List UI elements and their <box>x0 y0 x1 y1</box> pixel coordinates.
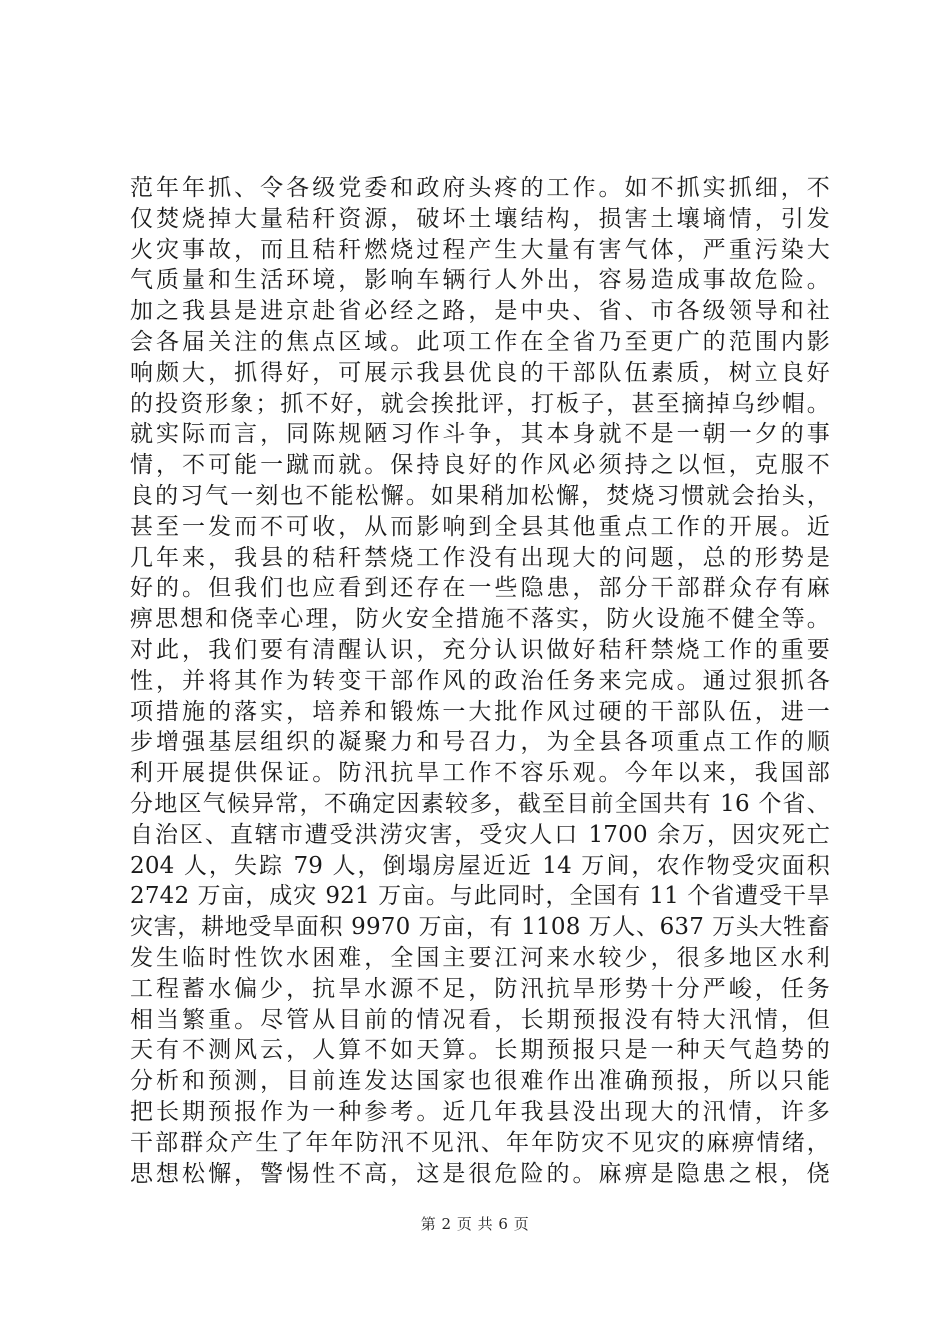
text-line: 的投资形象；抓不好，就会挨批评，打板子，甚至摘掉乌纱帽。 <box>130 390 830 417</box>
text-line: 痹思想和侥幸心理，防火安全措施不落实，防火设施不健全等。 <box>130 606 830 633</box>
text-line: 会各届关注的焦点区域。此项工作在全省乃至更广的范围内影 <box>130 328 830 355</box>
text-line: 火灾事故，而且秸秆燃烧过程产生大量有害气体，严重污染大 <box>130 236 830 263</box>
text-line: 对此，我们要有清醒认识，充分认识做好秸秆禁烧工作的重要 <box>130 636 830 663</box>
text-line: 自治区、直辖市遭受洪涝灾害，受灾人口 1700 余万，因灾死亡 <box>130 821 830 848</box>
text-line: 几年来，我县的秸秆禁烧工作没有出现大的问题，总的形势是 <box>130 544 830 571</box>
text-line: 利开展提供保证。防汛抗旱工作不容乐观。今年以来，我国部 <box>130 760 830 787</box>
text-line: 响颇大，抓得好，可展示我县优良的干部队伍素质，树立良好 <box>130 359 830 386</box>
page-number-footer: 第 2 页 共 6 页 <box>420 1215 530 1233</box>
text-line: 良的习气一刻也不能松懈。如果稍加松懈，焚烧习惯就会抬头， <box>130 482 830 509</box>
text-line: 甚至一发而不可收，从而影响到全县其他重点工作的开展。近 <box>130 513 830 540</box>
text-line: 工程蓄水偏少，抗旱水源不足，防汛抗旱形势十分严峻，任务 <box>130 975 830 1002</box>
text-line: 分析和预测，目前连发达国家也很难作出准确预报，所以只能 <box>130 1068 830 1095</box>
text-line: 灾害，耕地受旱面积 9970 万亩，有 1108 万人、637 万头大牲畜 <box>130 914 830 941</box>
text-line: 加之我县是进京赴省必经之路，是中央、省、市各级领导和社 <box>130 298 830 325</box>
text-line: 思想松懈，警惕性不高，这是很危险的。麻痹是隐患之根，侥 <box>130 1160 830 1187</box>
text-line: 把长期预报作为一种参考。近几年我县没出现大的汛情，许多 <box>130 1098 830 1125</box>
text-line: 仅焚烧掉大量秸秆资源，破坏土壤结构，损害土壤墒情，引发 <box>130 205 830 232</box>
text-line: 气质量和生活环境，影响车辆行人外出，容易造成事故危险。 <box>130 267 830 294</box>
text-line: 相当繁重。尽管从目前的情况看，长期预报没有特大汛情，但 <box>130 1006 830 1033</box>
text-line: 好的。但我们也应看到还存在一些隐患，部分干部群众存有麻 <box>130 575 830 602</box>
text-line: 干部群众产生了年年防汛不见汛、年年防灾不见灾的麻痹情绪， <box>130 1129 830 1156</box>
text-line: 2742 万亩，成灾 921 万亩。与此同时，全国有 11 个省遭受干旱 <box>130 883 830 910</box>
text-line: 步增强基层组织的凝聚力和号召力，为全县各项重点工作的顺 <box>130 729 830 756</box>
text-line: 发生临时性饮水困难，全国主要江河来水较少，很多地区水利 <box>130 944 830 971</box>
text-line: 就实际而言，同陈规陋习作斗争，其本身就不是一朝一夕的事 <box>130 421 830 448</box>
text-line: 天有不测风云，人算不如天算。长期预报只是一种天气趋势的 <box>130 1037 830 1064</box>
text-line: 分地区气候异常，不确定因素较多，截至目前全国共有 16 个省、 <box>130 790 830 817</box>
text-line: 范年年抓、令各级党委和政府头疼的工作。如不抓实抓细，不 <box>130 175 830 201</box>
body-paragraph <box>130 173 830 1189</box>
text-line: 项措施的落实，培养和锻炼一大批作风过硬的干部队伍，进一 <box>130 698 830 725</box>
text-line: 性，并将其作为转变干部作风的政治任务来完成。通过狠抓各 <box>130 667 830 694</box>
text-line: 204 人，失踪 79 人，倒塌房屋近近 14 万间，农作物受灾面积 <box>130 852 830 879</box>
text-line: 情，不可能一蹴而就。保持良好的作风必须持之以恒，克服不 <box>130 452 830 479</box>
